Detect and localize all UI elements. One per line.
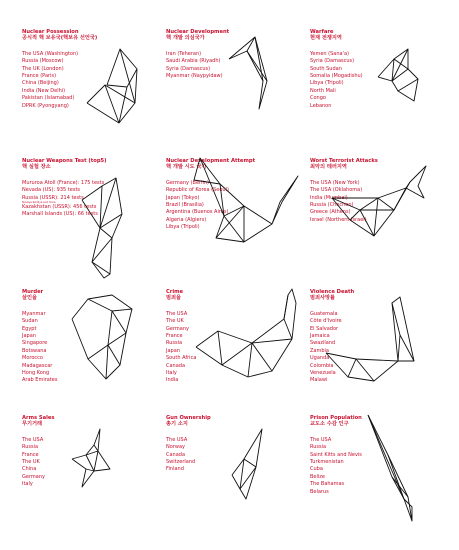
list-item: Zambia [310,347,329,354]
fold-line [232,429,262,499]
fold-line [196,289,296,377]
list-item: Venezuela [310,370,336,377]
list-item: Nevada (US): 935 tests [22,187,81,194]
panel [166,289,196,385]
list-item: Germany (Berlin) [166,179,209,186]
panel-title-en: Nuclear Development Attempt [166,158,256,164]
list-item: Italy [166,370,177,377]
panel-list [166,437,211,474]
list-item: Saudi Arabia (Riyadh) [166,58,221,65]
list-item: Russia [310,444,327,451]
list-item: Hong Kong [22,370,50,377]
fold-line [404,499,412,521]
list-item: The Bahamas [310,481,345,488]
list-item: The USA (Oklahoma) [310,187,363,194]
panel [22,158,107,219]
list-item-note: Novaya Zemlya and more [22,201,56,205]
list-item: Singapore [22,340,48,347]
list-item: Turkmenistan [310,459,344,466]
list-item: China [22,466,37,473]
list-item: The UK (London) [22,65,64,72]
fold-line [87,103,119,123]
list-item: Switzerland [166,459,196,466]
fold-line [392,303,398,361]
list-item: Morocco [22,355,43,362]
list-item: Japan [22,333,36,340]
list-item: Brazil (Brasilia) [166,202,204,209]
list-item: Russia [22,444,39,451]
origami-bird-illustration [378,49,459,159]
fold-line [244,206,272,224]
panel-list [22,311,57,385]
fold-line [252,343,272,371]
origami-bird-illustration [326,289,446,399]
fold-line [106,345,108,379]
panel-title-en: Nuclear Development [166,29,230,35]
fold-line [229,37,255,59]
fold-line [92,262,110,274]
list-item: The USA [166,436,188,443]
list-item: South Africa [166,355,197,362]
fold-line [368,415,404,499]
panel-title-en: Gun Ownership [166,415,211,421]
fold-line [72,429,110,487]
panel-title-en: Worst Terrorist Attacks [310,158,378,164]
fold-line [194,180,220,184]
panel-list [310,437,362,496]
list-item: Germany [22,473,45,480]
list-item: China (Beijing) [22,80,59,87]
panel-title-ko: 공식적 핵 보유국(핵보유 선언국) [22,35,98,42]
panel-title-ko: 핵 개발 의심국가 [166,35,205,42]
fold-line [108,311,112,345]
fold-line [94,445,98,451]
fold-line [100,228,112,238]
panel-title-en: Prison Population [310,415,362,421]
panel [310,29,363,110]
panel-title-en: Murder [22,289,44,295]
list-item: The UK [22,459,40,466]
fold-line [360,210,374,236]
fold-line [112,311,126,333]
fold-line [326,353,374,381]
list-item: North Mali [310,87,336,94]
list-item: DPRK (Pyongyang) [22,102,69,109]
fold-line [88,299,132,311]
panel [22,415,55,489]
list-item: Syria (Damascus) [166,65,211,72]
panel-title-ko: 현재 전쟁지역 [310,35,342,42]
panel-title-ko: 범죄율 [166,295,182,302]
list-item: Russia (Moscow) [22,58,64,65]
fold-line [360,198,378,210]
fold-line [332,188,406,236]
fold-line [378,49,408,81]
panel [166,158,255,232]
list-item: Congo [310,95,326,102]
fold-line [284,319,292,339]
list-item: Cuba [310,466,323,473]
list-item: Russia (Chechen) [310,202,354,209]
panel-title-en: Crime [166,289,184,295]
list-item: El Salvador [310,325,339,332]
list-item: Myanmar [22,310,46,317]
fold-line [88,345,108,359]
list-item: France [166,333,183,340]
fold-line [378,198,394,210]
fold-line [244,459,256,467]
list-item: Arab Emirates [22,377,58,384]
list-item: Madagascar [22,362,53,369]
list-item: Pakistan (Islamabad) [22,95,75,102]
list-item: Japan [166,347,180,354]
list-item: Kazakhstan (USSR): 456 tests [22,204,97,211]
fold-line [216,206,244,238]
list-item: India (New Delhi) [22,87,66,94]
list-item: France [22,451,39,458]
panel-title-en: Nuclear Weapons Test (top5) [22,158,107,164]
list-item: Israel (Northern Israel) [310,216,367,223]
fold-line [406,182,410,188]
list-item: Algeria (Algiers) [166,216,207,223]
list-item: Japan (Tokyo) [166,194,200,201]
fold-line [326,297,414,381]
list-item: Syria (Damascus) [310,58,355,65]
panel-title-ko: 최악의 테러지역 [310,164,347,171]
panel-title-en: Warfare [310,29,334,35]
panel-title-en: Nuclear Possession [22,29,79,35]
list-item: The USA [166,310,188,317]
panel-list [22,437,55,489]
list-item: Russia (USSR): 214 tests [22,194,84,201]
panel-list [310,51,363,110]
list-item: Sudan [22,318,38,325]
panel-title-ko: 총기 소지 [166,421,188,428]
panel-title-en: Arms Sales [22,415,55,421]
panel [310,158,378,224]
list-item: The USA (New York) [310,179,360,186]
panel-title-ko: 살인율 [22,295,38,302]
list-item: Greece (Athens) [310,209,351,216]
fold-line [248,343,252,377]
fold-line [108,345,120,365]
fold-line [348,359,356,377]
list-item: India [166,377,179,384]
fold-line [94,451,98,471]
origami-bird-illustration [368,415,459,525]
panel-title-ko: 핵 실험 장소 [22,164,51,171]
panel [310,415,362,496]
fold-line [394,59,408,69]
panel-title-ko: 교도소 수감 인구 [310,421,349,428]
panel-title-ko: 핵 개발 시도 국가 [166,164,207,171]
list-item: India (Mumbai) [310,194,348,201]
list-item: Somalia (Mogadishu) [310,73,363,80]
fold-line [374,198,378,236]
fold-line [350,210,360,220]
list-item: Lebanon [310,102,332,109]
fold-line [252,339,292,343]
list-item: South Sudan [310,65,342,72]
fold-line [224,216,244,242]
list-item: Botswana [22,347,47,354]
panel [166,415,211,474]
list-item: Uganda [310,355,330,362]
fold-line [86,455,94,471]
panel-title-ko: 무기거래 [22,421,43,428]
list-item: Mururoa Atoll (France): 175 tests [22,179,105,186]
list-item: Libya (Tripoli) [166,224,200,231]
list-item: Guatemala [310,310,338,317]
fold-line [400,335,414,361]
fold-line [284,295,288,319]
fold-line [222,343,252,365]
fold-line [108,333,126,345]
list-item: Finland [166,466,184,473]
origami-bird-illustration [320,158,440,268]
list-item: Canada [166,362,186,369]
list-item: Yemen (Sana'a) [310,50,349,57]
list-item: The UK [166,318,184,325]
list-item: Malawi [310,377,328,384]
panel [22,289,57,385]
list-item: Côte d'Ivoire [310,318,342,325]
fold-line [247,51,267,81]
list-item: Belarus [310,488,329,495]
panel [22,29,97,110]
list-item: Norway [166,444,185,451]
list-item: France (Paris) [22,73,57,80]
fold-line [107,85,127,87]
list-item: Republic of Korea (Seoul) [166,187,229,194]
fold-line [332,166,426,210]
fold-line [87,49,137,123]
panel [310,289,354,385]
fold-line [218,331,222,365]
origami-bird-illustration [194,158,314,268]
panel-list [166,311,196,385]
list-item: Marshall Islands (US): 66 tests [22,211,98,218]
list-item: Swaziland [310,340,336,347]
fold-line [194,158,298,242]
list-item: Libya (Tripoli) [310,80,344,87]
fold-line [356,359,398,361]
list-item: Belize [310,473,325,480]
origami-bird-illustration [196,289,316,399]
list-item: Iran (Teheran) [166,50,202,57]
list-item: Argentina (Buenos Aires) [166,209,229,216]
list-item: Egypt [22,325,37,332]
fold-line [72,295,132,379]
list-item: The USA (Washington) [22,50,79,57]
fold-line [398,79,418,101]
list-item: Russia [166,340,183,347]
list-item: Canada [166,451,186,458]
list-item: Saint Kitts and Nevis [310,451,362,458]
list-item: Colombia [310,362,334,369]
list-item: Myanmar (Naypyidaw) [166,73,223,80]
fold-line [392,49,408,81]
list-item: Jamaica [310,333,330,340]
panel-title-ko: 범죄사망률 [310,295,336,302]
panel-title-en: Violence Death [310,289,355,295]
list-item: The USA [310,436,332,443]
list-item: The USA [22,436,44,443]
panel [166,29,229,80]
list-item: Germany [166,325,189,332]
panel-list [166,51,229,81]
list-item: Italy [22,481,33,488]
